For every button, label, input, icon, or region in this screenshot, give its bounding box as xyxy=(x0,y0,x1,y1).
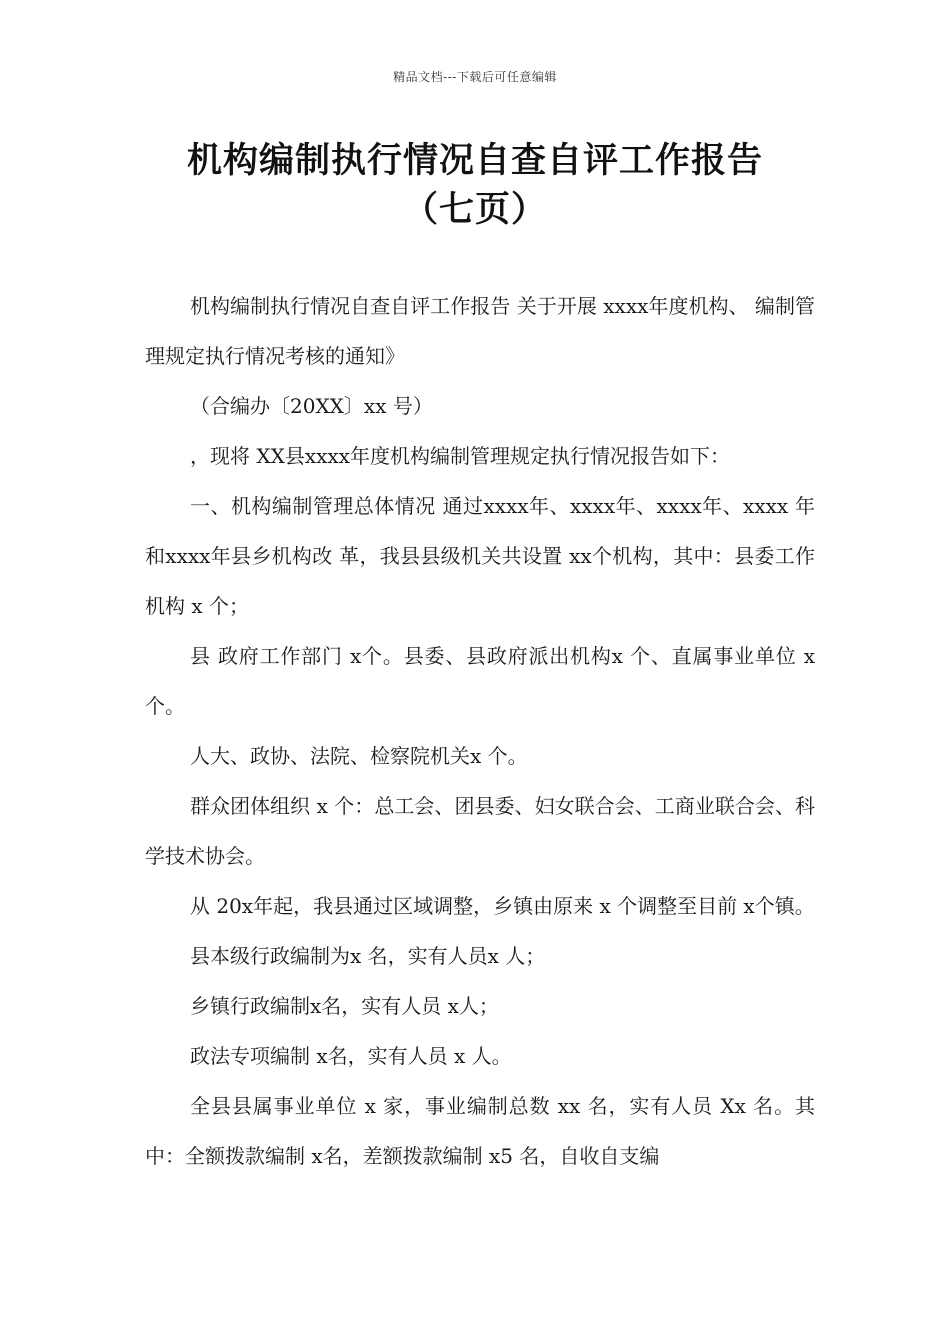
document-title-line-1: 机构编制执行情况自查自评工作报告 xyxy=(186,141,763,181)
page-header: 精品文档---下载后可任意编辑 xyxy=(393,70,557,84)
document-body xyxy=(145,281,815,1181)
paragraph-government-departments: 县 政府工作部门 x个。县委、县政府派出机构x 个、直属事业单位 x个。 xyxy=(145,644,815,718)
paragraph-township-admin-staffing: 乡镇行政编制x名，实有人员 x人； xyxy=(190,994,499,1018)
paragraph-section-one: 一、机构编制管理总体情况 通过xxxx年、xxxx年、xxxx年、xxxx 年和xxxx年县乡机构改 革，我县县级机关共设置 xx个机构，其中：县委工作机构 x 个； xyxy=(145,494,815,618)
paragraph-intro: 机构编制执行情况自查自评工作报告 关于开展 xxxx年度机构、 编制管理规定执行情况考核的通知》 xyxy=(145,294,815,368)
paragraph-township-adjustment: 从 20x年起，我县通过区域调整，乡镇由原来 x 个调整至目前 x个镇。 xyxy=(190,894,815,918)
paragraph-document-number: （合编办〔20XX〕xx 号） xyxy=(190,394,433,418)
document-title-line-2: （七页） xyxy=(402,190,547,230)
paragraph-county-admin-staffing: 县本级行政编制为x 名，实有人员x 人； xyxy=(190,944,546,968)
paragraph-public-institutions: 全县县属事业单位 x 家，事业编制总数 xx 名，实有人员 Xx 名。其中：全额拨款编制 x名，差额拨款编制 x5 名，自收自支编 xyxy=(145,1094,815,1168)
paragraph-mass-organizations: 群众团体组织 x 个：总工会、团县委、妇女联合会、工商业联合会、科学技术协会。 xyxy=(145,794,815,868)
paragraph-report-lead: ，现将 XX县xxxx年度机构编制管理规定执行情况报告如下： xyxy=(190,444,730,468)
paragraph-legal-staffing: 政法专项编制 x名，实有人员 x 人。 xyxy=(190,1044,512,1068)
paragraph-organs: 人大、政协、法院、检察院机关x 个。 xyxy=(190,744,528,768)
